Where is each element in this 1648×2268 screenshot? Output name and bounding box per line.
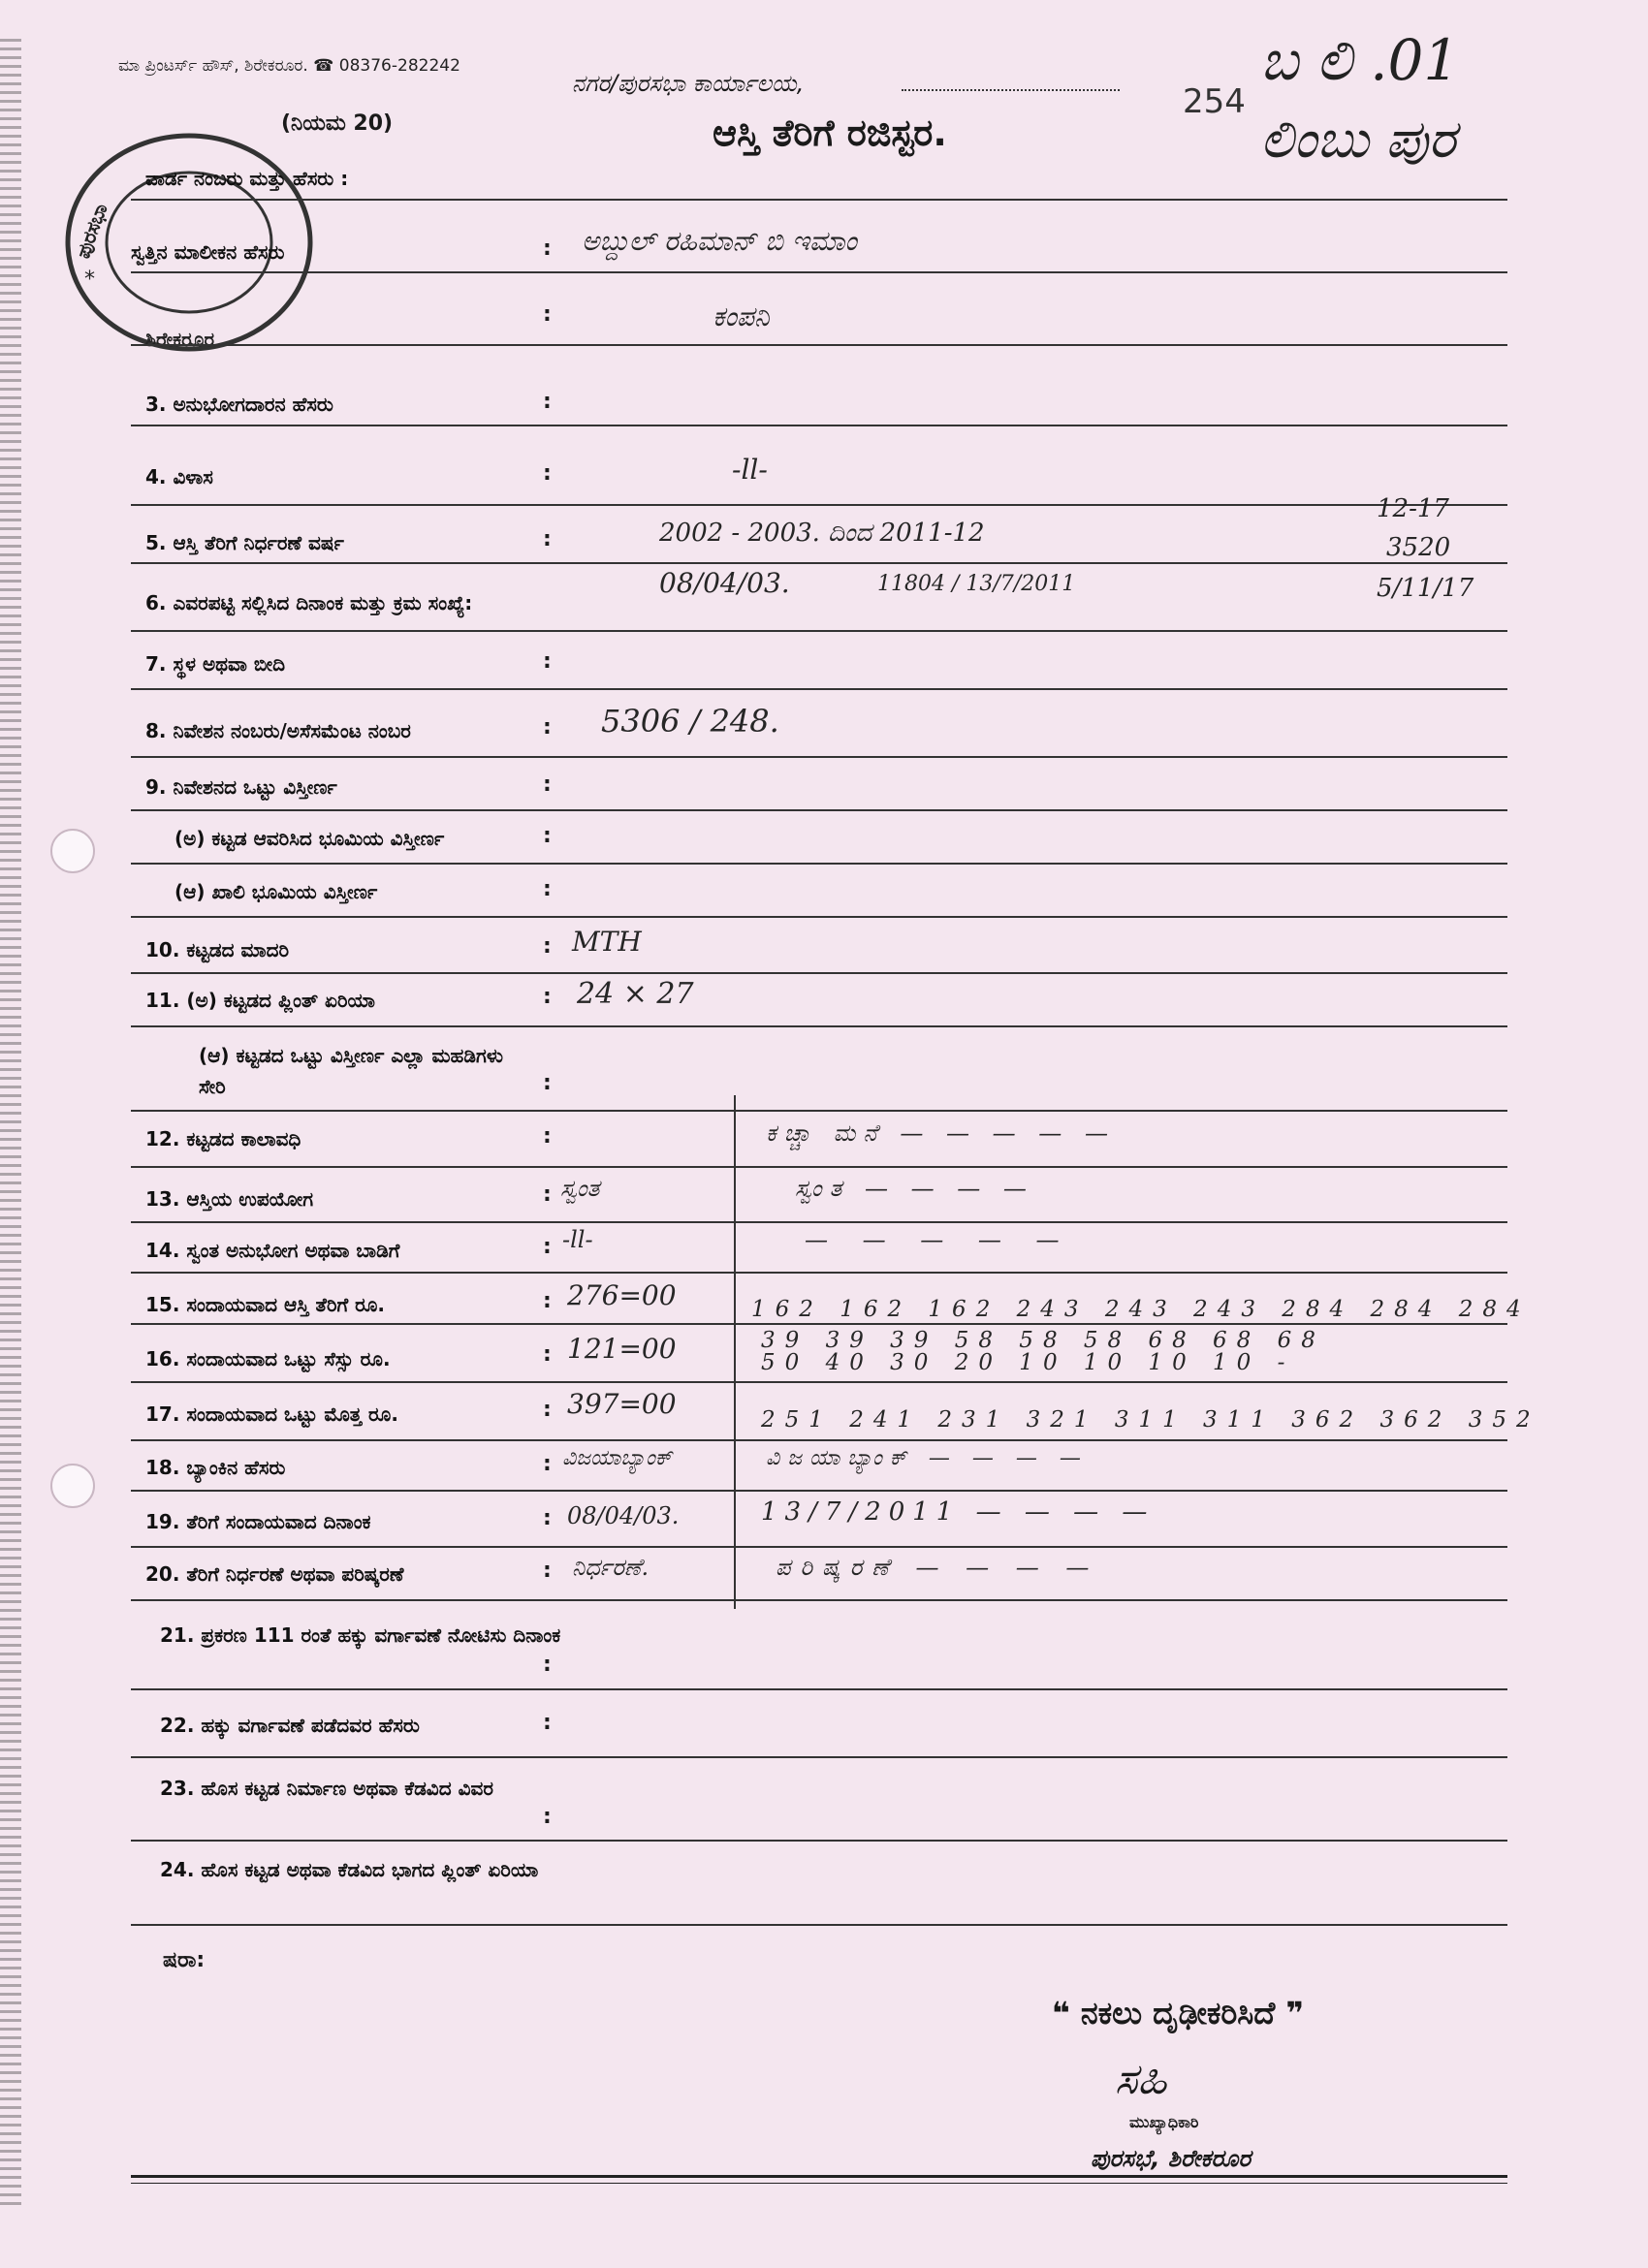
value-site-number: 5306 / 248. — [601, 703, 779, 740]
rule-4 — [131, 425, 1507, 426]
rule-19 — [131, 1323, 1507, 1325]
rule-13 — [131, 972, 1507, 974]
value-property-tax: 276=00 — [567, 1279, 677, 1311]
colon: : — [543, 1124, 552, 1149]
label-owner: ಸ್ವತ್ತಿನ ಮಾಲೀಕನ ಹೆಸರು — [131, 240, 285, 264]
handwritten-ref-top: ಬ ಲಿ .01 — [1260, 27, 1460, 93]
colon: : — [543, 715, 552, 740]
label-new-construction: 23. ಹೊಸ ಕಟ್ಟಡ ನಿರ್ಮಾಣ ಅಥವಾ ಕೆಡವಿದ ವಿವರ — [160, 1777, 493, 1800]
signature: ಸಹಿ — [1115, 2055, 1167, 2104]
value-property-tax-history: 162 162 162 243 243 243 284 284 284 — [751, 1297, 1531, 1322]
value-assessment-type: ನಿರ್ಧರಣೆ. — [572, 1554, 650, 1581]
rule-5 — [131, 504, 1507, 506]
label-ward: ವಾರ್ಡ ನಂಬರು ಮತ್ತು ಹೆಸರು : — [145, 167, 349, 190]
colon: : — [543, 824, 552, 848]
label-plinth-area: 11. (ಅ) ಕಟ್ಟಡದ ಪ್ಲಿಂತ್ ಏರಿಯಾ — [145, 989, 375, 1012]
margin-note-2: 3520 — [1386, 533, 1451, 562]
label-assessment-type: 20. ತೆರಿಗೆ ನಿರ್ಧರಣೆ ಅಥವಾ ಪರಿಷ್ಕರಣೆ — [145, 1562, 404, 1586]
remarks-label: ಷರಾ: — [163, 1948, 206, 1972]
printer-line: ಮಾ ಪ್ರಿಂಟರ್ಸ್ ಹೌಸ್, ಶಿರೇಕರೂರ. ☎ 08376-282242 — [118, 56, 460, 76]
colon: : — [543, 1342, 552, 1367]
label-cess: 16. ಸಂದಾಯವಾದ ಒಟ್ಟು ಸೆಸ್ಸು ರೂ. — [145, 1347, 391, 1370]
colon: : — [543, 1805, 552, 1829]
page-title: ಆಸ್ತಿ ತೆರಿಗೆ ರಜಿಸ್ಟರ. — [713, 111, 947, 154]
binding-edge — [0, 39, 21, 2210]
value-own-or-rent-history: — — — — — — [805, 1226, 1073, 1253]
value-bank-name-history: ವಿಜಯಾಬ್ಯಾಂಕ್ — — — — — [766, 1446, 1089, 1470]
rule-15 — [131, 1110, 1507, 1112]
value-address: -ll- — [732, 454, 768, 486]
label-payment-date: 19. ತೆರಿಗೆ ಸಂದಾಯವಾದ ದಿನಾಂಕ — [145, 1510, 371, 1533]
colon: : — [543, 1559, 552, 1583]
colon: : — [543, 1653, 552, 1677]
rule-18 — [131, 1272, 1507, 1274]
value-return-serial: 11804 / 13/7/2011 — [877, 572, 1076, 596]
label-transfer-notice: 21. ಪ್ರಕರಣ 111 ರಂತೆ ಹಕ್ಕು ವರ್ಗಾವಣೆ ನೋಟಿಸು ದಿನಾಂಕ — [160, 1623, 561, 1647]
value-building-age-history: ಕಚ್ಚಾ ಮನೆ — — — — — — [766, 1119, 1116, 1147]
colon: : — [543, 1711, 552, 1735]
svg-text:ಪುರಸಭಾ: ಪುರಸಭಾ — [71, 200, 112, 262]
bottom-rule — [131, 2175, 1507, 2178]
value-bank-name: ವಿಜಯಾಬ್ಯಾಂಕ್ — [562, 1446, 672, 1470]
label-property-use: 13. ಆಸ್ತಿಯ ಉಪಯೋಗ — [145, 1187, 314, 1211]
value-plinth-area: 24 × 27 — [577, 977, 694, 1011]
label-building-type: 10. ಕಟ್ಟಡದ ಮಾದರಿ — [145, 938, 290, 961]
value-payment-date: 08/04/03. — [567, 1502, 680, 1529]
label-transferee: 22. ಹಕ್ಕು ವರ್ಗಾವಣೆ ಪಡೆದವರ ಹೆಸರು — [160, 1714, 420, 1737]
punch-hole-top — [50, 829, 95, 873]
rule-26 — [131, 1756, 1507, 1758]
rule-27 — [131, 1840, 1507, 1842]
office-dots — [902, 89, 1120, 91]
label-address: 4. ವಿಳಾಸ — [145, 465, 213, 488]
rule-3 — [131, 344, 1507, 346]
punch-hole-bottom — [50, 1464, 95, 1508]
label-total-amount: 17. ಸಂದಾಯವಾದ ಒಟ್ಟು ಮೊತ್ತ ರೂ. — [145, 1402, 398, 1426]
value-property-use: ಸ್ವಂತ — [560, 1175, 600, 1202]
value-total-amount: 397=00 — [567, 1388, 677, 1420]
bottom-rule-thin — [131, 2183, 1507, 2184]
label-building-age: 12. ಕಟ್ಟಡದ ಕಾಲಾವಧಿ — [145, 1127, 301, 1150]
rule-12 — [131, 916, 1507, 918]
rule-17 — [131, 1221, 1507, 1223]
value-owner-line2: ಕಂಪನಿ — [713, 300, 770, 332]
rule-2 — [131, 271, 1507, 273]
colon: : — [543, 1452, 552, 1476]
rule-24 — [131, 1599, 1507, 1601]
colon: : — [543, 1071, 552, 1095]
rule-1 — [131, 199, 1507, 201]
rule-21 — [131, 1439, 1507, 1441]
rule-16 — [131, 1166, 1507, 1168]
rule-14 — [131, 1025, 1507, 1027]
rule-10 — [131, 809, 1507, 811]
colon: : — [543, 649, 552, 674]
rule-22 — [131, 1490, 1507, 1492]
colon: : — [543, 461, 552, 486]
colon: : — [543, 236, 552, 261]
label-vacant-area: (ಆ) ಖಾಲಿ ಭೂಮಿಯ ವಿಸ್ತೀರ್ಣ — [174, 880, 378, 903]
colon: : — [543, 1398, 552, 1422]
colon: : — [543, 772, 552, 797]
label-occupant: 3. ಅನುಭೋಗದಾರನ ಹೆಸರು — [145, 393, 333, 416]
label-own-or-rent: 14. ಸ್ವಂತ ಅನುಭೋಗ ಅಥವಾ ಬಾಡಿಗೆ — [145, 1239, 400, 1262]
colon: : — [543, 877, 552, 901]
value-cess: 121=00 — [567, 1333, 677, 1365]
colon: : — [543, 1289, 552, 1313]
value-tax-year: 2002 - 2003. ದಿಂದ 2011-12 — [659, 519, 985, 548]
margin-note-1: 12-17 — [1377, 494, 1449, 523]
colon: : — [543, 302, 552, 327]
rule-7 — [131, 630, 1507, 632]
rule-8 — [131, 688, 1507, 690]
colon: : — [543, 1235, 552, 1259]
value-cess-history: 39 39 39 58 58 58 68 68 68 — [761, 1328, 1325, 1353]
rule-28 — [131, 1924, 1507, 1926]
colon: : — [543, 390, 552, 414]
label-bank-name: 18. ಬ್ಯಾಂಕಿನ ಹೆಸರು — [145, 1456, 286, 1479]
label-street: 7. ಸ್ಥಳ ಅಥವಾ ಬೀದಿ — [145, 652, 286, 676]
rule-11 — [131, 863, 1507, 865]
value-owner: ಅಬ್ದುಲ್ ರಹಿಮಾನ್ ಬಿ ಇಮಾಂ — [582, 225, 857, 257]
colon: : — [543, 1506, 552, 1530]
signatory-office: ಪುರಸಭೆ, ಶಿರೇಕರೂರ — [1091, 2145, 1252, 2172]
label-new-plinth: 24. ಹೊಸ ಕಟ್ಟಡ ಅಥವಾ ಕೆಡವಿದ ಭಾಗದ ಪ್ಲಿಂತ್ ಏರಿಯಾ — [160, 1858, 539, 1881]
value-own-or-rent: -ll- — [562, 1226, 593, 1253]
office-line: ನಗರ/ಪುರಸಭಾ ಕಾರ್ಯಾಲಯ, — [572, 70, 805, 97]
colon: : — [543, 527, 552, 551]
rule-6 — [131, 562, 1507, 564]
value-total-amount-history: 251 241 231 321 311 311 362 362 352 — [761, 1407, 1540, 1433]
label-property-tax: 15. ಸಂದಾಯವಾದ ಆಸ್ತಿ ತೆರಿಗೆ ರೂ. — [145, 1293, 386, 1316]
rule-9 — [131, 756, 1507, 758]
rule-23 — [131, 1546, 1507, 1548]
label-site-area: 9. ನಿವೇಶನದ ಒಟ್ಟು ವಿಸ್ತೀರ್ಣ — [145, 775, 337, 799]
colon: : — [543, 934, 552, 959]
margin-note-3: 5/11/17 — [1377, 574, 1474, 603]
value-cess-history-2: 50 40 30 20 10 10 10 10 - — [761, 1350, 1295, 1375]
value-payment-date-history: 13/7/2011 — — — — — [761, 1497, 1156, 1527]
colon: : — [543, 1182, 552, 1207]
value-assessment-type-history: ಪರಿಷ್ಕರಣೆ — — — — — [776, 1554, 1099, 1581]
signatory-title: ಮುಖ್ಯಾಧಿಕಾರಿ — [1129, 2113, 1199, 2131]
certified-copy-stamp: ❝ ನಕಲು ದೃಢೀಕರಿಸಿದೆ ❞ — [1052, 1995, 1305, 2032]
label-tax-year: 5. ಆಸ್ತಿ ತೆರಿಗೆ ನಿರ್ಧರಣೆ ವರ್ಷ — [145, 531, 344, 554]
rule-25 — [131, 1688, 1507, 1690]
colon: : — [543, 985, 552, 1009]
handwritten-ref-bottom: ಲಿಂಬು ಪುರ — [1260, 109, 1456, 170]
rule-20 — [131, 1381, 1507, 1383]
svg-text:ಶಿರೇಕರೂರ: ಶಿರೇಕರೂರ — [145, 328, 215, 351]
label-total-floor-area: (ಆ) ಕಟ್ಟಡದ ಒಟ್ಟು ವಿಸ್ತೀರ್ಣ ಎಲ್ಲಾ ಮಹಡಿಗಳು ಸೇರಿ — [199, 1044, 504, 1098]
svg-text:*: * — [84, 268, 95, 292]
value-property-use-history: ಸ್ವಂತ — — — — — [795, 1175, 1034, 1202]
label-return-date: 6. ಎವರಪಟ್ಟಿ ಸಲ್ಲಿಸಿದ ದಿನಾಂಕ ಮತ್ತು ಕ್ರಮ ಸಂಖ್ಯೆ: — [145, 591, 473, 614]
rule-note: (ನಿಯಮ 20) — [281, 111, 394, 136]
handwritten-number: 254 — [1183, 82, 1246, 121]
value-return-date: 08/04/03. — [659, 567, 790, 599]
label-site-number: 8. ನಿವೇಶನ ನಂಬರು/ಅಸೆಸಮೆಂಟ ನಂಬರ — [145, 719, 411, 742]
value-building-type: MTH — [572, 926, 642, 958]
column-divider — [734, 1095, 736, 1609]
label-covered-area: (ಅ) ಕಟ್ಟಡ ಆವರಿಸಿದ ಭೂಮಿಯ ವಿಸ್ತೀರ್ಣ — [174, 827, 445, 850]
